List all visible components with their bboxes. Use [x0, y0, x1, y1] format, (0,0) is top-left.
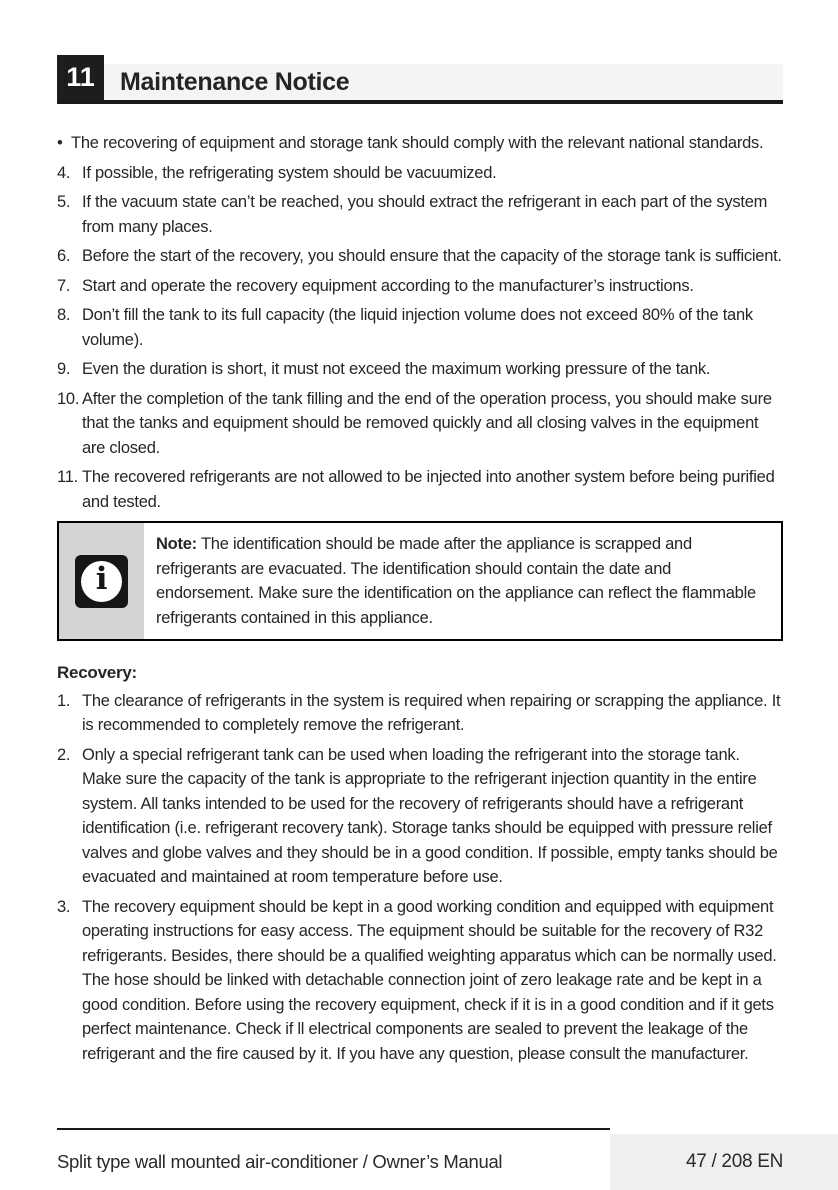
- content-body: [57, 131, 783, 1066]
- section-number: 11: [66, 62, 95, 92]
- list-item-text: The clearance of refrigerants in the system is required when repairing or scrapping the appliance. It is recommended to completely remove the refrigerant.: [82, 691, 781, 734]
- list-item: [57, 303, 783, 352]
- page-title: Maintenance Notice: [120, 67, 350, 96]
- section-number-box: [57, 55, 104, 100]
- list-item-text: Before the start of the recovery, you should ensure that the capacity of the storage tank is sufficient.: [82, 247, 782, 265]
- info-icon-circle: [81, 561, 122, 602]
- footer-divider: [57, 1128, 610, 1130]
- info-icon: [75, 555, 128, 608]
- list-item-number: 1.: [57, 691, 71, 710]
- note-box: [57, 521, 783, 641]
- section-header: [57, 55, 783, 104]
- list-item-number: 9.: [57, 360, 71, 378]
- list-item-text: After the completion of the tank filling and the end of the operation process, you should make sure that the tanks and equipment should be removed quickly and all closing valves in the equipment are closed.: [82, 389, 772, 457]
- list-item-number: 7.: [57, 276, 71, 295]
- list-item-number: 5.: [57, 193, 71, 211]
- list-item-text: Only a special refrigerant tank can be used when loading the refrigerant into the storage tank. Make sure the capacity of the tank is appropriate to the refrigerant injection quantity in the entire system. All tanks intended to be used for the recovery of refrigerants should have a refrigerant identification (i.e. refrigerant recovery tank). Storage tanks should be equipped with pressure relief valves and globe valves and they should be in a good condition. If possible, empty tanks should be evacuated and maintained at room temperature before use.: [82, 745, 778, 886]
- bullet-marker: •: [57, 134, 63, 152]
- list-item: [57, 190, 783, 239]
- recovery-list: [57, 689, 783, 1067]
- list-item-number: 4.: [57, 163, 71, 182]
- list-item-text: If the vacuum state can’t be reached, you should extract the refrigerant in each part of the system from many places.: [82, 193, 768, 236]
- footer-document-title: Split type wall mounted air-conditioner / Owner’s Manual: [57, 1151, 503, 1172]
- info-icon-glyph: i: [95, 561, 108, 597]
- list-item-number: 2.: [57, 745, 71, 764]
- list-item-text: If possible, the refrigerating system should be vacuumized.: [82, 163, 497, 182]
- recovery-heading: Recovery:: [57, 663, 137, 682]
- list-item: [57, 357, 783, 382]
- list-item: [57, 743, 783, 890]
- list-item: [57, 895, 783, 1067]
- list-item-text: Start and operate the recovery equipment according to the manufacturer’s instructions.: [82, 276, 694, 295]
- list-item-text: Even the duration is short, it must not exceed the maximum working pressure of the tank.: [82, 360, 711, 378]
- page-footer: [0, 1128, 838, 1190]
- note-label: Note:: [156, 535, 197, 553]
- list-item-number: 8.: [57, 306, 71, 324]
- page-indicator: 47 / 208 EN: [685, 1151, 783, 1172]
- note-body: The identification should be made after the appliance is scrapped and refrigerants are evacuated. The identification should contain the date and endorsement. Make sure the identification on the appliance can reflect the flammable refrigerants contained in this appliance.: [156, 535, 756, 627]
- list-item-number: 11.: [57, 468, 78, 486]
- list-item-text: Don’t fill the tank to its full capacity (the liquid injection volume does not exceed 80% of the tank volume).: [82, 306, 753, 349]
- list-item: [57, 274, 783, 299]
- list-item-text: The recovered refrigerants are not allowed to be injected into another system before being purified and tested.: [82, 468, 775, 511]
- list-item-number: 3.: [57, 897, 71, 916]
- note-icon-column: [59, 523, 144, 639]
- list-item: [57, 161, 783, 186]
- list-item: [57, 244, 783, 269]
- page-number-badge: [610, 1134, 838, 1190]
- list-item-number: 10.: [57, 389, 80, 408]
- list-item-text: The recovery equipment should be kept in a good working condition and equipped with equipment operating instructions for easy access. The equipment should be suitable for the recovery of R32 refrigerants. Besides, there should be a qualified weighting apparatus which can be normally used. The hose should be linked with detachable connection joint of zero leakage rate and be kept in a good condition. Before using the recovery equipment, check if it is in a good condition and if it gets perfect maintenance. Check if ll electrical components are sealed to prevent the leakage of the refrigerant and the fire caused by it. If you have any question, please consult the manufacturer.: [82, 897, 777, 1063]
- list-item: [57, 387, 783, 461]
- note-text: [144, 523, 781, 639]
- list-item-number: 6.: [57, 247, 71, 265]
- list-item-text: The recovering of equipment and storage tank should comply with the relevant national standards.: [71, 134, 764, 152]
- list-item: [57, 689, 783, 738]
- list-item: [57, 465, 783, 514]
- list-item: [57, 131, 783, 156]
